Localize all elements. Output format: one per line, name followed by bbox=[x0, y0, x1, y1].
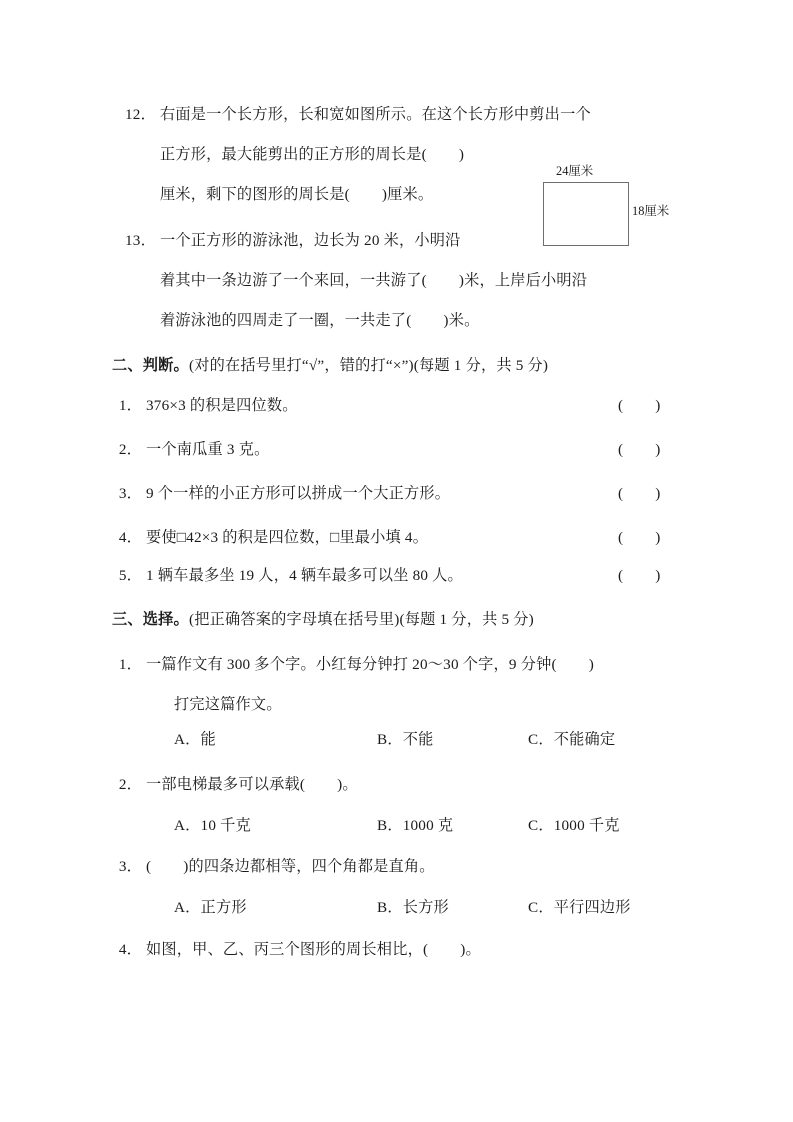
mc-item-3-option-c[interactable]: C．平行四边形 bbox=[528, 899, 631, 916]
section-two-heading-bold: 二、判断。 bbox=[112, 357, 189, 374]
tf-item-4-text: 要使□42×3 的积是四位数，□里最小填 4。 bbox=[146, 529, 429, 546]
mc-item-2-option-c[interactable]: C．1000 千克 bbox=[528, 817, 620, 834]
mc-item-2-number: 2． bbox=[118, 776, 142, 793]
mc-item-1-option-c[interactable]: C．不能确定 bbox=[528, 731, 616, 748]
mc-item-3-number: 3． bbox=[118, 858, 142, 875]
tf-item-2-answer-bracket[interactable]: ( ) bbox=[618, 441, 661, 458]
question-number-13: 13． bbox=[125, 232, 156, 249]
section-two-heading bbox=[112, 356, 548, 376]
mc-item-1-number: 1． bbox=[118, 656, 142, 673]
rectangle-top-label: 24厘米 bbox=[556, 164, 594, 178]
tf-item-1-number: 1． bbox=[118, 397, 142, 414]
mc-item-4-line-1: 如图，甲、乙、丙三个图形的周长相比，( )。 bbox=[146, 941, 481, 958]
tf-item-3-number: 3． bbox=[118, 485, 142, 502]
tf-item-2-text: 一个南瓜重 3 克。 bbox=[146, 441, 270, 458]
mc-item-4-number: 4． bbox=[118, 941, 142, 958]
question-13-line-3: 着游泳池的四周走了一圈，一共走了( )米。 bbox=[160, 312, 480, 329]
question-13-line-2: 着其中一条边游了一个来回，一共游了( )米，上岸后小明沿 bbox=[160, 272, 588, 289]
question-12-line-2: 正方形，最大能剪出的正方形的周长是( ) bbox=[160, 146, 465, 163]
mc-item-1-line-1: 一篇作文有 300 多个字。小红每分钟打 20～30 个字，9 分钟( ) bbox=[146, 656, 594, 673]
section-three-heading-rest: (把正确答案的字母填在括号里)(每题 1 分，共 5 分) bbox=[188, 611, 534, 628]
mc-item-1-line-2: 打完这篇作文。 bbox=[174, 696, 282, 713]
mc-item-3-line-1: ( )的四条边都相等，四个角都是直角。 bbox=[146, 858, 435, 875]
tf-item-5-number: 5． bbox=[118, 567, 142, 584]
mc-item-3-option-b[interactable]: B．长方形 bbox=[377, 899, 449, 916]
mc-item-2-option-b[interactable]: B．1000 克 bbox=[377, 817, 454, 834]
mc-item-2-option-a[interactable]: A．10 千克 bbox=[174, 817, 251, 834]
tf-item-4-number: 4． bbox=[118, 529, 142, 546]
section-three-heading-bold: 三、选择。 bbox=[112, 611, 189, 628]
question-12-line-3: 厘米，剩下的图形的周长是( )厘米。 bbox=[160, 186, 434, 203]
question-13-line-1: 一个正方形的游泳池，边长为 20 米，小明沿 bbox=[160, 232, 461, 249]
section-three-heading bbox=[112, 610, 534, 630]
rectangle-shape bbox=[543, 182, 629, 246]
mc-item-1-option-b[interactable]: B．不能 bbox=[377, 731, 434, 748]
tf-item-2-number: 2． bbox=[118, 441, 142, 458]
mc-item-2-line-1: 一部电梯最多可以承载( )。 bbox=[146, 776, 358, 793]
question-number-12: 12． bbox=[125, 106, 156, 123]
rectangle-right-label: 18厘米 bbox=[632, 204, 670, 218]
tf-item-3-text: 9 个一样的小正方形可以拼成一个大正方形。 bbox=[146, 485, 451, 502]
tf-item-1-text: 376×3 的积是四位数。 bbox=[146, 397, 298, 414]
section-two-heading-rest: (对的在括号里打“√”，错的打“×”)(每题 1 分，共 5 分) bbox=[188, 357, 549, 374]
tf-item-4-answer-bracket[interactable]: ( ) bbox=[618, 529, 661, 546]
tf-item-5-answer-bracket[interactable]: ( ) bbox=[618, 567, 661, 584]
mc-item-3-option-a[interactable]: A．正方形 bbox=[174, 899, 247, 916]
mc-item-1-option-a[interactable]: A．能 bbox=[174, 731, 216, 748]
question-12-line-1: 右面是一个长方形，长和宽如图所示。在这个长方形中剪出一个 bbox=[160, 106, 591, 123]
tf-item-5-text: 1 辆车最多坐 19 人，4 辆车最多可以坐 80 人。 bbox=[146, 567, 463, 584]
tf-item-1-answer-bracket[interactable]: ( ) bbox=[618, 397, 661, 414]
rectangle-diagram bbox=[520, 160, 710, 270]
tf-item-3-answer-bracket[interactable]: ( ) bbox=[618, 485, 661, 502]
